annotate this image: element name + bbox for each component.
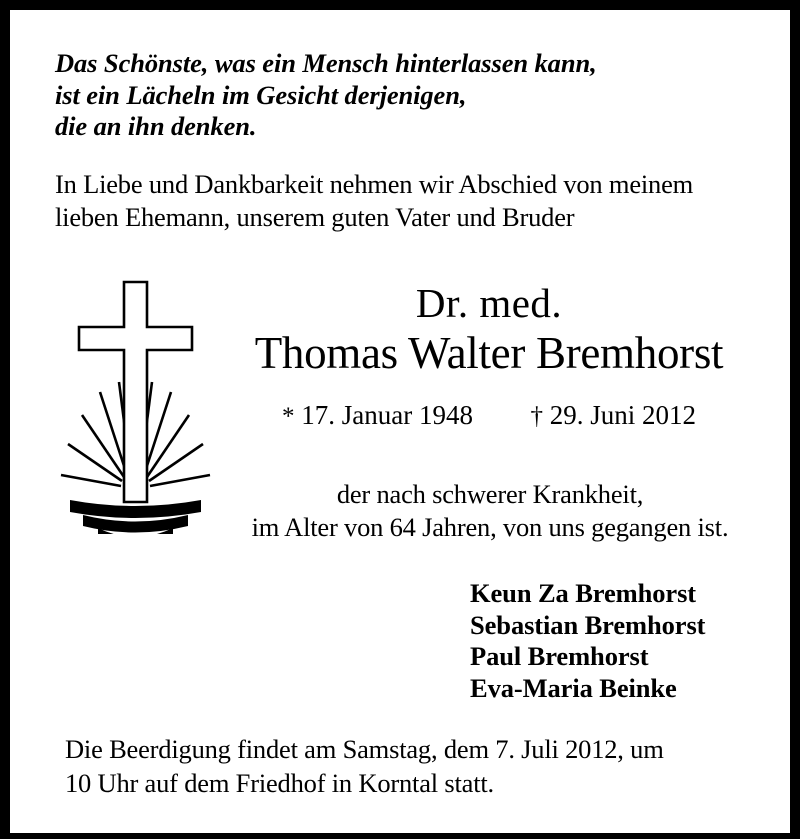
deceased-name-block (215, 280, 763, 379)
quote-line: Das Schönste, was ein Mensch hinterlassen kann, (55, 48, 597, 78)
survivor-name: Eva-Maria Beinke (470, 672, 677, 703)
passing-line: der nach schwerer Krankheit, (336, 479, 644, 509)
passing-text (200, 478, 780, 544)
salutation-line: lieben Ehemann, unserem guten Vater und Bruder (55, 202, 575, 232)
survivor-name: Keun Za Bremhorst (470, 578, 697, 608)
passing-line: im Alter von 64 Jahren, von uns gegangen ist. (251, 512, 729, 542)
funeral-line: Die Beerdigung findet am Samstag, dem 7. Juli 2012, um (65, 734, 664, 764)
survivor-name: Paul Bremhorst (470, 641, 649, 671)
academic-title: Dr. med. (415, 280, 563, 326)
salutation-text (55, 168, 775, 234)
notice-card (10, 10, 790, 833)
deceased-full-name: Thomas Walter Bremhorst (254, 328, 724, 378)
birth-date: 17. Januar 1948 (301, 400, 473, 430)
cross-with-rays-icon (58, 272, 213, 534)
death-date: 29. Juni 2012 (549, 400, 696, 430)
survivors-list (470, 578, 790, 704)
quote-line: die an ihn denken. (55, 111, 257, 141)
funeral-line: 10 Uhr auf dem Friedhof in Korntal statt. (65, 768, 494, 798)
memorial-quote (55, 48, 755, 143)
funeral-details (65, 732, 780, 800)
quote-line: ist ein Lächeln im Gesicht derjenigen, (55, 79, 467, 110)
birth-symbol: * (282, 403, 295, 430)
survivor-name: Sebastian Bremhorst (470, 609, 706, 640)
death-symbol: † (530, 403, 543, 430)
salutation-line: In Liebe und Dankbarkeit nehmen wir Abschied von meinem (55, 169, 694, 199)
life-dates (215, 399, 763, 433)
